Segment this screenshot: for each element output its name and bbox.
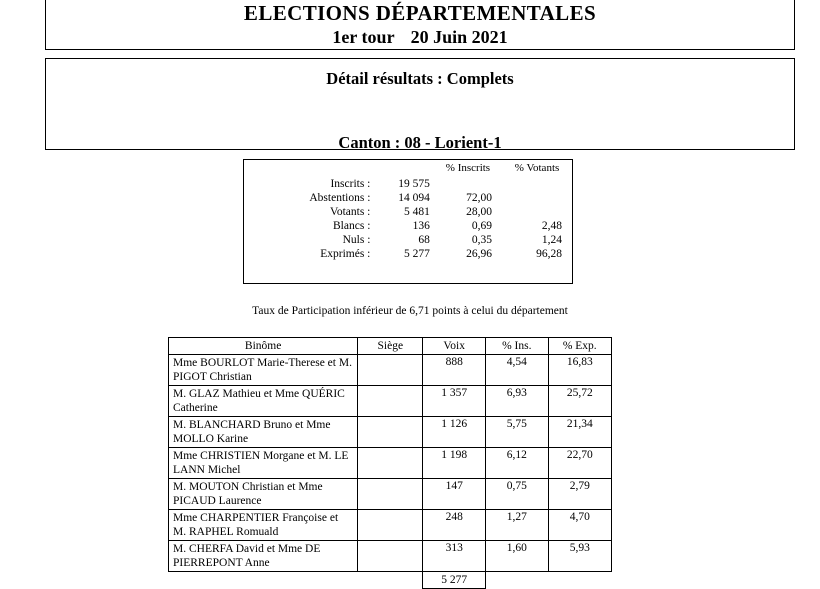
table-row	[244, 177, 572, 191]
candidate-pct-ins: 0,75	[486, 479, 548, 510]
total-blank-siege	[358, 572, 423, 589]
header-subtitle	[46, 27, 794, 48]
participation-header-blank2	[376, 160, 437, 177]
row-value: 68	[418, 234, 430, 246]
candidate-siege	[358, 541, 423, 572]
row-pct-inscrits: 0,35	[471, 234, 493, 246]
results-header-siege: Siège	[358, 338, 423, 355]
table-row	[169, 386, 612, 417]
candidate-voix: 313	[423, 541, 486, 572]
table-row	[244, 233, 572, 247]
participation-header-row	[244, 160, 572, 177]
row-pct-votants: 1,24	[541, 234, 562, 246]
candidate-pct-ins: 4,54	[486, 355, 548, 386]
row-pct-votants: 2,48	[541, 220, 562, 232]
candidate-voix: 147	[423, 479, 486, 510]
candidate-pct-ins: 6,93	[486, 386, 548, 417]
candidate-siege	[358, 510, 423, 541]
total-blank-ins	[486, 572, 548, 589]
row-value: 19 575	[398, 178, 430, 190]
candidate-siege	[358, 417, 423, 448]
candidate-pct-exp: 25,72	[548, 386, 611, 417]
participation-header-blank1	[244, 160, 376, 177]
table-row	[169, 417, 612, 448]
row-pct-inscrits: 0,69	[471, 220, 493, 232]
table-row	[169, 541, 612, 572]
candidate-pct-exp: 21,34	[548, 417, 611, 448]
total-voix: 5 277	[423, 572, 486, 589]
row-value: 14 094	[398, 192, 430, 204]
total-blank-exp	[548, 572, 611, 589]
candidate-voix: 1 357	[423, 386, 486, 417]
results-table-wrapper	[168, 337, 612, 589]
participation-note: Taux de Participation inférieur de 6,71 points à celui du département	[252, 305, 568, 317]
participation-header-pct-inscrits: % Inscrits	[445, 162, 491, 174]
row-label: Blancs :	[333, 220, 371, 232]
row-value: 136	[412, 220, 430, 232]
detail-title: Détail résultats : Complets	[326, 69, 514, 88]
table-row	[244, 205, 572, 219]
table-row	[244, 191, 572, 205]
row-pct-votants	[506, 205, 572, 219]
results-header-pct-exp: % Exp.	[548, 338, 611, 355]
row-pct-votants	[506, 177, 572, 191]
candidate-voix: 248	[423, 510, 486, 541]
election-date: 20 Juin 2021	[410, 27, 508, 48]
row-label: Nuls :	[342, 234, 371, 246]
candidate-pct-ins: 6,12	[486, 448, 548, 479]
row-pct-votants: 96,28	[536, 248, 562, 260]
page-title: ELECTIONS DÉPARTEMENTALES	[243, 1, 597, 25]
results-header-row	[169, 338, 612, 355]
candidate-voix: 1 198	[423, 448, 486, 479]
results-header-binome: Binôme	[169, 338, 358, 355]
table-row	[169, 479, 612, 510]
results-total-row	[169, 572, 612, 589]
participation-header-pct-votants: % Votants	[514, 162, 560, 174]
participation-box	[243, 159, 573, 284]
candidate-pct-exp: 4,70	[548, 510, 611, 541]
canton-title: Canton : 08 - Lorient-1	[338, 133, 502, 152]
row-pct-votants	[506, 191, 572, 205]
candidate-pct-ins: 1,27	[486, 510, 548, 541]
candidate-siege	[358, 386, 423, 417]
header-box	[45, 0, 795, 50]
candidate-voix: 1 126	[423, 417, 486, 448]
participation-table	[244, 160, 572, 261]
table-row	[244, 219, 572, 233]
candidate-binome: Mme BOURLOT Marie-Therese et M. PIGOT Christian	[169, 355, 358, 386]
candidate-siege	[358, 448, 423, 479]
results-header-pct-ins: % Ins.	[486, 338, 548, 355]
total-blank-binome	[169, 572, 358, 589]
row-pct-inscrits: 26,96	[466, 248, 493, 260]
candidate-binome: M. GLAZ Mathieu et Mme QUÉRIC Catherine	[169, 386, 358, 417]
results-table	[168, 337, 612, 589]
row-value: 5 277	[403, 248, 430, 260]
election-round: 1er tour	[332, 27, 395, 48]
results-header-voix: Voix	[423, 338, 486, 355]
detail-box	[45, 58, 795, 150]
table-row	[169, 510, 612, 541]
row-pct-inscrits: 28,00	[466, 206, 493, 218]
row-label: Inscrits :	[330, 178, 371, 190]
candidate-pct-exp: 22,70	[548, 448, 611, 479]
candidate-pct-exp: 16,83	[548, 355, 611, 386]
candidate-siege	[358, 479, 423, 510]
candidate-binome: M. CHERFA David et Mme DE PIERREPONT Anne	[169, 541, 358, 572]
row-label: Exprimés :	[320, 248, 371, 260]
candidate-voix: 888	[423, 355, 486, 386]
candidate-pct-ins: 1,60	[486, 541, 548, 572]
candidate-pct-exp: 5,93	[548, 541, 611, 572]
row-label: Votants :	[330, 206, 371, 218]
row-pct-inscrits	[438, 177, 506, 191]
table-row	[244, 247, 572, 261]
row-pct-inscrits: 72,00	[466, 192, 493, 204]
candidate-pct-ins: 5,75	[486, 417, 548, 448]
candidate-binome: M. BLANCHARD Bruno et Mme MOLLO Karine	[169, 417, 358, 448]
candidate-binome: Mme CHARPENTIER Françoise et M. RAPHEL Romuald	[169, 510, 358, 541]
table-row	[169, 355, 612, 386]
candidate-siege	[358, 355, 423, 386]
candidate-binome: Mme CHRISTIEN Morgane et M. LE LANN Michel	[169, 448, 358, 479]
row-value: 5 481	[403, 206, 430, 218]
table-row	[169, 448, 612, 479]
row-label: Abstentions :	[309, 192, 371, 204]
candidate-pct-exp: 2,79	[548, 479, 611, 510]
candidate-binome: M. MOUTON Christian et Mme PICAUD Laurence	[169, 479, 358, 510]
